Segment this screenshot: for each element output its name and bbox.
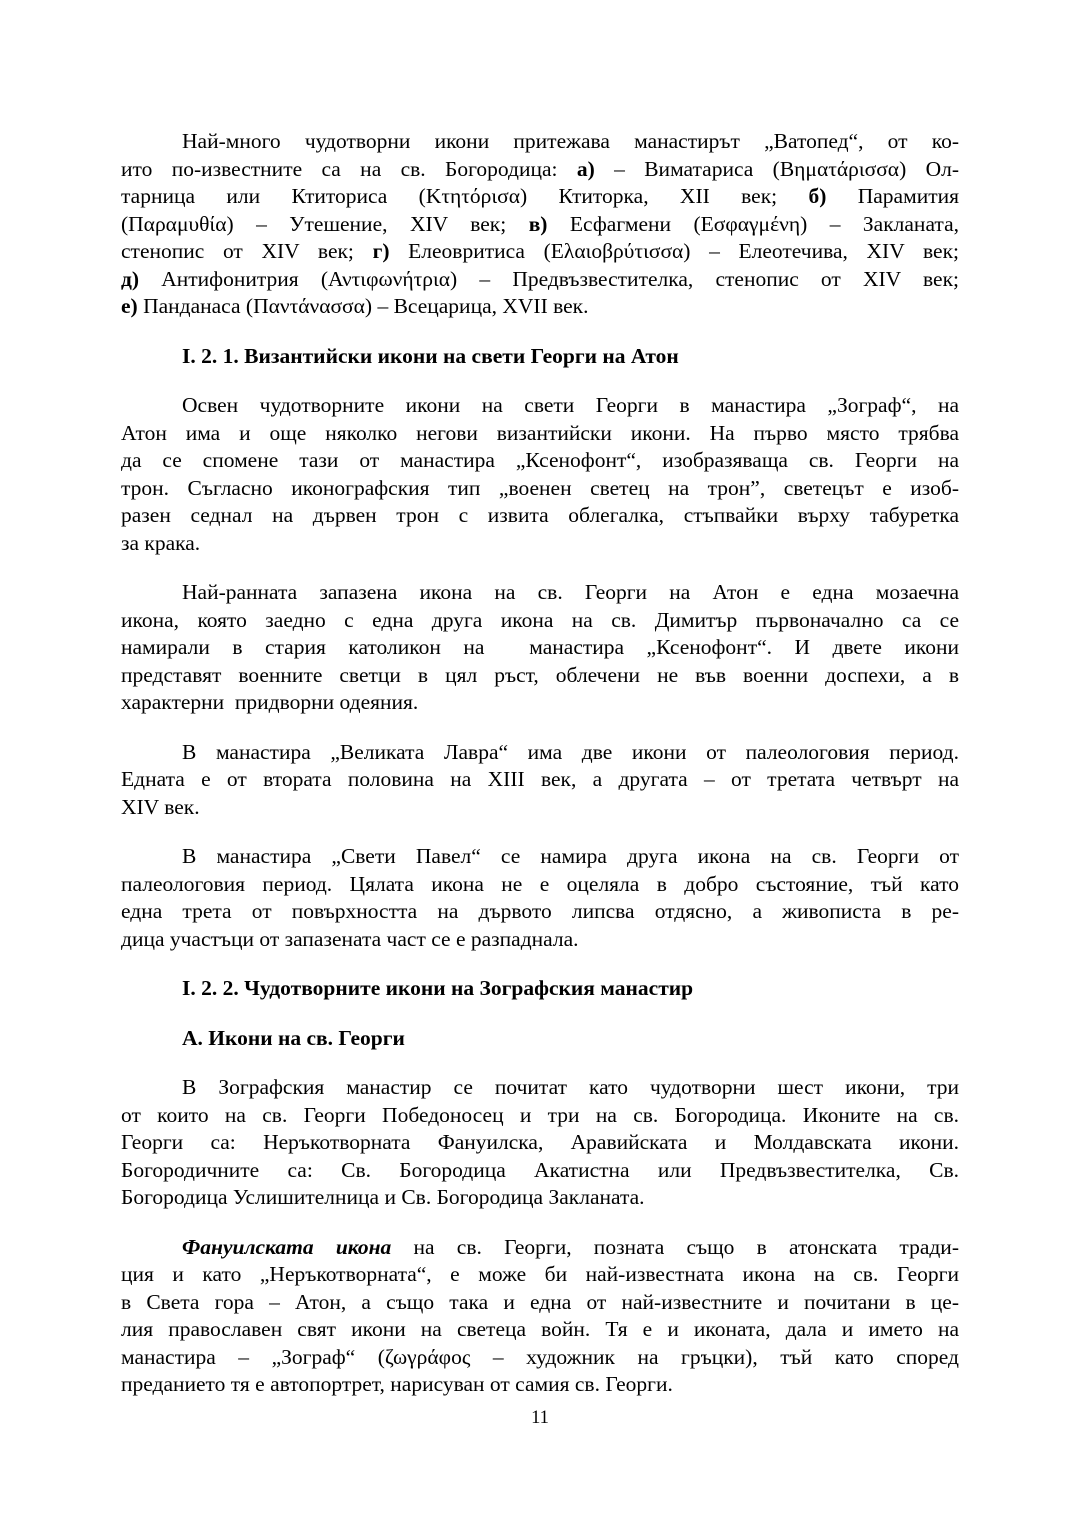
text-line	[121, 739, 959, 767]
text-segment: В манастира „Великата Лавра“ има две икони от палеологовия период.	[182, 739, 959, 764]
text-segment: икона, която заедно с една друга икона на св. Димитър първоначално са се	[121, 607, 959, 632]
text-line	[121, 898, 959, 926]
text-line	[121, 183, 959, 211]
text-segment: да се спомене тази от манастира „Ксенофонт“, изобразяваща св. Георги на	[121, 448, 959, 472]
text-line	[121, 634, 959, 662]
text-line	[121, 293, 959, 321]
text-segment: представят военните светци в цял ръст, облечени не във военни доспехи, а в	[121, 662, 959, 687]
heading-line: А. Икони на св. Георги	[182, 1025, 405, 1050]
text-line	[121, 1102, 959, 1130]
text-segment: Най-много чудотворни икони притежава манастирът „Ватопед“, от ко-	[182, 129, 959, 153]
text-segment: характерни придворни одеяния.	[121, 690, 419, 714]
text-line	[121, 530, 959, 558]
text-segment: лия православен свят икони на светеца войн. Тя е и иконата, дала и името на	[121, 1317, 959, 1341]
text-segment: Богородичните са: Св. Богородица Акатистна или Предвъзвестителка, Св.	[121, 1157, 959, 1182]
text-line	[121, 502, 959, 530]
text-segment: В Зографския манастир се почитат като чудотворни шест икони, три	[182, 1075, 959, 1099]
paragraph	[121, 392, 959, 557]
text-line	[121, 662, 959, 690]
page-number: 11	[531, 1408, 549, 1428]
text-line	[121, 1129, 959, 1157]
text-line	[121, 266, 959, 294]
text-line	[121, 607, 959, 635]
text-segment: (Παραμυθία) – Утешение, XIV век;	[121, 211, 529, 236]
text-segment: тарница или Ктиториса (Κτητόρισα) Ктиторка, XII век;	[121, 184, 809, 208]
paragraph	[121, 1074, 959, 1212]
text-segment: Панданаса (Παντάνασσα) – Всецарица, XVII век.	[137, 294, 589, 318]
text-segment: ция и като „Неръкотворната“, е може би най-известната икона на св. Георги	[121, 1262, 959, 1286]
text-line	[121, 766, 959, 794]
text-segment: от които на св. Георги Победоносец и три на св. Богородица. Иконите на св.	[121, 1102, 959, 1127]
text-segment: Едната е от втората половина на XIII век, а другата – от третата четвърт на	[121, 767, 959, 791]
text-line	[121, 794, 959, 822]
text-line	[121, 579, 959, 607]
text-segment: манастира – „Зограф“ (ζωγράφος – художник на гръцки), тъй като според	[121, 1344, 959, 1369]
text-segment: палеологовия период. Цялата икона не е оцеляла в добро състояние, тъй като	[121, 871, 959, 896]
text-segment: намирали в стария католикон на манастира „Ксенофонт“. И двете икони	[121, 635, 959, 659]
paragraph	[121, 739, 959, 822]
paragraph	[121, 128, 959, 321]
text-segment: XIV век.	[121, 794, 200, 819]
text-segment: една трета от повърхността на дървото липсва отдясно, а живописта в ре-	[121, 899, 959, 923]
text-segment: Елеовритиса (Ελαιοβρύτισσα) – Елеотечива, XIV век;	[389, 239, 959, 263]
text-line	[121, 689, 959, 717]
paragraph	[121, 1234, 959, 1399]
page-footer	[0, 1406, 1080, 1430]
text-segment: на св. Георги, позната също в атонската тради-	[391, 1234, 959, 1259]
text-line	[121, 1157, 959, 1185]
text-segment: Парамития	[826, 184, 960, 208]
text-segment: ито по-известните са на св. Богородица:	[121, 156, 577, 181]
text-line	[121, 475, 959, 503]
text-line	[121, 1234, 959, 1262]
text-segment: Най-ранната запазена икона на св. Георги на Атон е една мозаечна	[182, 580, 959, 604]
text-line	[121, 447, 959, 475]
text-line	[121, 156, 959, 184]
text-line	[121, 1344, 959, 1372]
text-segment: преданието тя е автопортрет, нарисуван от самия св. Георги.	[121, 1372, 673, 1396]
text-segment: е)	[121, 294, 138, 318]
text-segment: трон. Съгласно иконографския тип „военен светец на трон”, светецът е изоб-	[121, 475, 959, 500]
text-segment: Освен чудотворните икони на свети Георги в манастира „Зограф“, на	[182, 393, 959, 417]
heading-line: I. 2. 2. Чудотворните икони на Зографския манастир	[182, 976, 694, 1000]
text-line	[121, 1184, 959, 1212]
text-line	[121, 843, 959, 871]
text-segment: Георги са: Неръкотворната Фануилска, Аравийската и Молдавската икони.	[121, 1130, 959, 1154]
text-line	[121, 1289, 959, 1317]
text-segment: – Виматариса (Βηματάρισσα) Ол-	[594, 156, 959, 181]
text-line	[121, 1261, 959, 1289]
text-line	[121, 871, 959, 899]
text-segment: Антифонитрия (Αντιφωνήτρια) – Предвъзвестителка, стенопис от XIV век;	[139, 266, 959, 291]
paragraph	[121, 843, 959, 953]
text-segment: а)	[576, 156, 595, 181]
text-segment: в Света гора – Атон, а също така и една от най-известните и почитани в це-	[121, 1289, 959, 1314]
text-segment: дица участъци от запазената част се е разпаднала.	[121, 926, 579, 951]
paragraph	[121, 579, 959, 717]
text-line	[121, 926, 959, 954]
text-line	[121, 238, 959, 266]
text-line	[121, 392, 959, 420]
text-segment: разен седнал на дървен трон с извита облегалка, стъпвайки върху табуретка	[121, 503, 959, 527]
text-segment: в)	[528, 211, 548, 236]
text-segment: Есфагмени (Εσφαγμένη) – Закланата,	[547, 211, 960, 236]
text-segment: Атон има и още няколко негови византийски икони. На първо място трябва	[121, 420, 959, 445]
text-line	[121, 128, 959, 156]
text-line	[121, 420, 959, 448]
heading-line: I. 2. 1. Византийски икони на свети Георги на Атон	[182, 343, 679, 368]
text-segment: Фануилската икона	[182, 1234, 392, 1259]
text-segment: Богородица Услишителница и Св. Богородица Закланата.	[121, 1185, 645, 1209]
text-segment: за крака.	[121, 530, 201, 555]
text-segment: б)	[808, 184, 827, 208]
heading	[121, 1025, 959, 1053]
text-line	[121, 1316, 959, 1344]
text-line	[121, 1371, 959, 1399]
text-segment: стенопис от XIV век;	[121, 239, 373, 263]
text-segment: д)	[121, 266, 140, 291]
text-segment: г)	[372, 239, 390, 263]
document-body	[121, 128, 959, 1421]
text-line	[121, 211, 959, 239]
text-segment: В манастира „Свети Павел“ се намира друга икона на св. Георги от	[182, 844, 959, 868]
heading	[121, 343, 959, 371]
heading	[121, 975, 959, 1003]
text-line	[121, 1074, 959, 1102]
